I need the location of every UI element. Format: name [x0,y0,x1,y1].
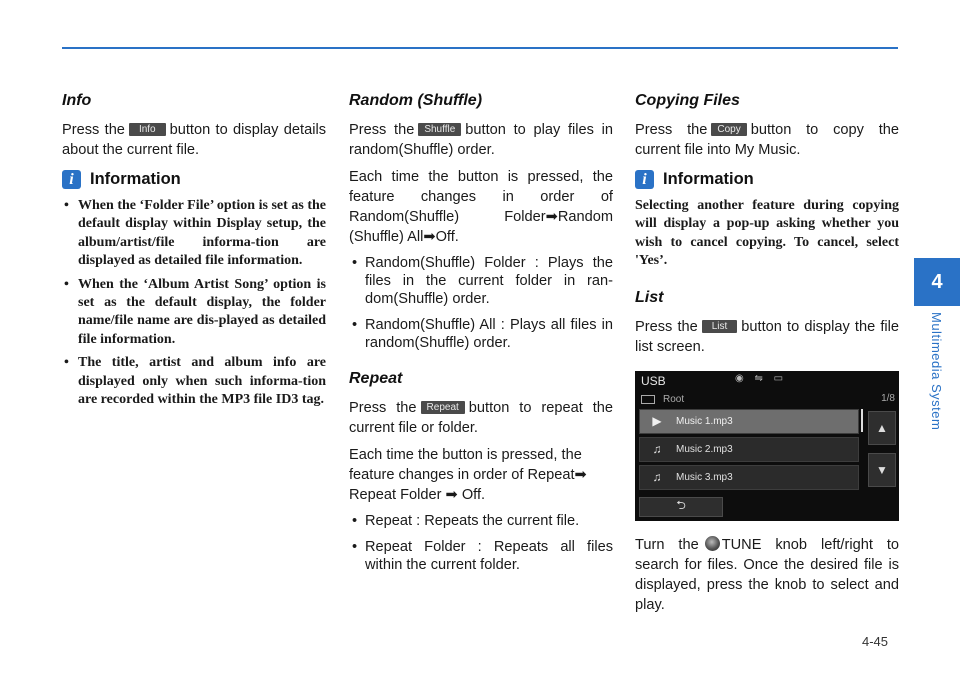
copy-paragraph [635,120,899,160]
status-icons: ◉ ⇋ ▭ [735,372,788,384]
chapter-tab: 4 [914,258,960,306]
text: TUNE knob left/right to search for files. Once the desired file is displayed, press the knob to select and play. [635,536,899,613]
information-header [635,170,899,189]
heading-copying-files: Copying Files [635,92,740,109]
file-name: Music 3.mp3 [676,471,733,483]
text: Press the [349,122,415,138]
list-button: List [702,320,738,333]
info-button: Info [129,123,166,136]
folder-name: Root [663,394,685,406]
text: button to display the file list screen. [635,318,899,355]
usb-source-label: USB [641,373,666,388]
top-rule [62,47,898,49]
scroll-down-icon: ▼ [868,453,896,487]
file-row [639,437,859,462]
list-paragraph [635,317,899,357]
chapter-title: Multimedia System [929,312,944,431]
text: Turn the [635,536,699,553]
heading-list: List [635,288,664,306]
info-icon: i [62,170,81,189]
shuffle-button: Shuffle [418,123,461,136]
random-options [349,254,613,352]
scroll-indicator [861,409,863,432]
text: button to display details about the current file. [62,122,326,158]
info-notes [62,197,326,409]
list-item: • Random(Shuffle) Folder : Plays the files in the current folder in ran-dom(Shuffle) order. [349,254,613,308]
column-copy-list [635,90,899,622]
list-item: • When the ‘Folder File’ option is set as the default display within Display setup, the album/artist/file informa-tion are displayed as detailed file information. [62,197,326,271]
copy-information-text: Selecting another feature during copying will display a pop-up asking whether you wish to cancel copying. To cancel, select 'Yes’. [635,198,899,269]
text: Press the [62,122,125,138]
repeat-paragraph-1 [349,398,613,438]
information-title: Information [90,170,181,188]
heading-repeat: Repeat [349,370,403,387]
file-name: Music 2.mp3 [676,443,733,455]
repeat-options [349,512,613,574]
list-item: • Repeat Folder : Repeats all files within the current folder. [349,538,613,574]
info-paragraph [62,120,326,160]
file-name: Music 1.mp3 [676,415,733,427]
music-note-icon: ♫ [652,470,662,485]
heading-random: Random (Shuffle) [349,92,483,109]
text: button to play files in random(Shuffle) order. [349,122,614,158]
column-info [62,90,326,414]
play-icon: ▶ [652,414,662,429]
tune-knob-icon [705,536,720,551]
column-random-repeat [349,90,613,582]
random-paragraph-2: Each time the button is pressed, the feature changes in order of Random(Shuffle) Folder➡Random (Shuffle) All➡Off. [349,169,613,245]
music-note-icon: ♫ [652,442,662,457]
text: button to copy the current file into My Music. [635,122,899,158]
repeat-button: Repeat [421,401,465,414]
list-item: • Repeat : Repeats the current file. [349,512,613,530]
info-icon: i [635,170,654,189]
text: Press the [349,400,417,416]
information-title: Information [663,170,754,188]
tune-paragraph [635,535,899,615]
file-row [639,465,859,490]
text: Press the [635,122,708,138]
information-header [62,170,326,189]
copy-button: Copy [711,123,746,136]
file-row [639,409,859,434]
text: button to repeat the current file or folder. [349,400,613,436]
back-icon: ⮌ [639,497,723,517]
file-count: 1/8 [881,392,895,404]
folder-path [641,391,893,409]
random-paragraph-1 [349,120,613,160]
list-item: • The title, artist and album info are displayed only when such informa-tion are recorded within the MP3 file ID3 tag. [62,354,326,409]
usb-file-list-screen [635,371,899,521]
list-item: • Random(Shuffle) All : Plays all files in random(Shuffle) order. [349,316,613,352]
scroll-up-icon: ▲ [868,411,896,445]
page-number: 4-45 [862,634,889,649]
folder-icon [641,395,655,404]
heading-info: Info [62,92,92,109]
repeat-paragraph-2: Each time the button is pressed, the feature changes in order of Repeat➡ Repeat Folder ➡ Off. [349,447,587,503]
list-item: • When the ‘Album Artist Song’ option is set as the default display, the folder name/file name are dis-played as detailed file information. [62,276,326,350]
text: Press the [635,318,698,335]
